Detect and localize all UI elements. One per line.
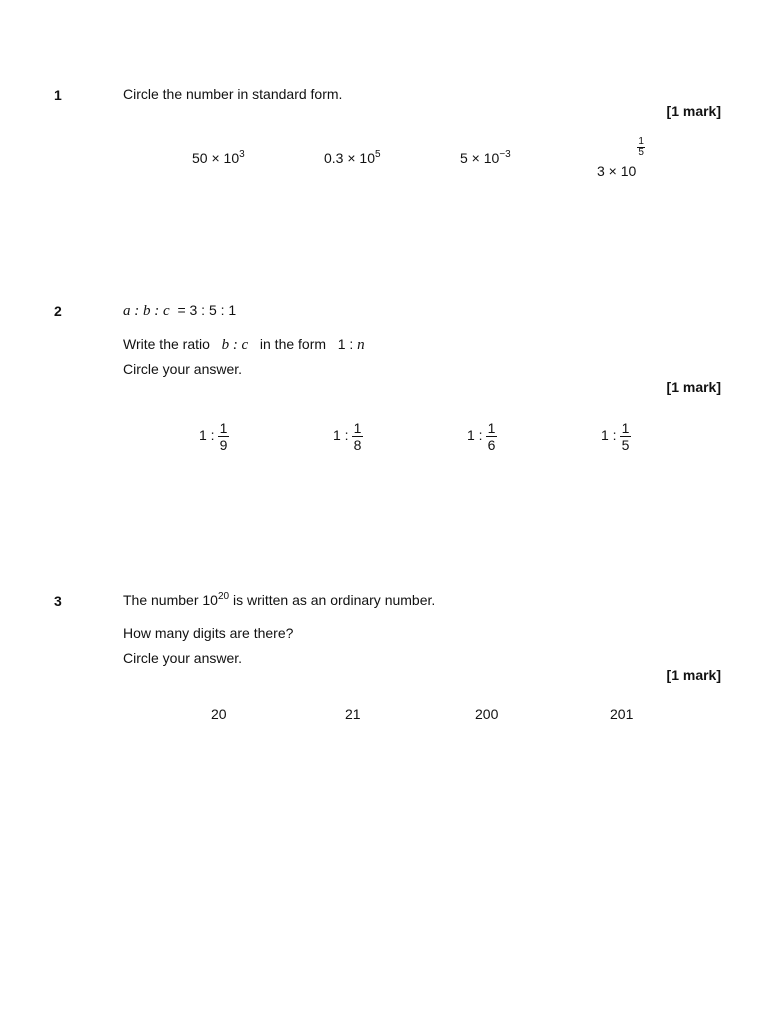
q2-option-1-whole: 1 : bbox=[199, 427, 215, 444]
instruction-form-n: n bbox=[357, 337, 365, 353]
q2-option-2-denominator: 8 bbox=[353, 437, 362, 453]
q1-option-4[interactable] bbox=[597, 137, 645, 179]
q3-option-3[interactable]: 200 bbox=[475, 706, 499, 722]
instruction-write: Write the ratio bbox=[123, 336, 210, 352]
q1-option-4-base: 3 × 10 bbox=[597, 163, 637, 179]
q2-option-4[interactable] bbox=[601, 420, 631, 453]
instruction-form-one: 1 : bbox=[337, 336, 354, 352]
question-1-mark: [1 mark] bbox=[666, 103, 721, 119]
q2-option-4-numerator: 1 bbox=[621, 420, 630, 436]
q1-option-3[interactable] bbox=[460, 150, 511, 166]
ratio-variables: a : b : c bbox=[123, 303, 170, 319]
q2-option-1-numerator: 1 bbox=[219, 420, 228, 436]
q1-option-2[interactable] bbox=[324, 150, 381, 166]
q1-option-4-fraction-exponent bbox=[637, 137, 645, 158]
q1-option-4-exp-denominator: 5 bbox=[638, 147, 644, 158]
q2-option-1[interactable] bbox=[199, 420, 229, 453]
question-2-number: 2 bbox=[54, 303, 62, 319]
q2-option-3-fraction bbox=[486, 420, 498, 453]
q1-option-1-exponent: 3 bbox=[239, 149, 245, 160]
question-3-circle-text: Circle your answer. bbox=[123, 650, 243, 666]
q2-option-3-numerator: 1 bbox=[487, 420, 496, 436]
q1-option-3-exponent: −3 bbox=[499, 149, 511, 160]
question-3-mark: [1 mark] bbox=[666, 667, 721, 683]
q3-option-1[interactable]: 20 bbox=[211, 706, 227, 722]
question-3-text-start: The number 10 bbox=[123, 592, 218, 608]
question-1-number: 1 bbox=[54, 87, 62, 103]
question-1-text: Circle the number in standard form. bbox=[123, 86, 343, 102]
question-2-circle-text: Circle your answer. bbox=[123, 361, 243, 377]
q3-option-4[interactable]: 201 bbox=[610, 706, 634, 722]
question-2-mark: [1 mark] bbox=[666, 379, 721, 395]
question-2-ratio-statement bbox=[123, 302, 236, 320]
instruction-ratio: b : c bbox=[221, 337, 249, 353]
question-2-instruction bbox=[123, 336, 365, 354]
q2-option-2-fraction bbox=[352, 420, 364, 453]
question-3-question: How many digits are there? bbox=[123, 625, 294, 641]
q2-option-1-fraction bbox=[218, 420, 230, 453]
q1-option-1-base: 50 × 10 bbox=[192, 150, 240, 166]
question-3-exponent: 20 bbox=[217, 591, 230, 602]
q3-option-2[interactable]: 21 bbox=[345, 706, 361, 722]
q1-option-4-exp-numerator: 1 bbox=[638, 136, 644, 147]
q2-option-4-fraction bbox=[620, 420, 632, 453]
q2-option-4-denominator: 5 bbox=[621, 437, 630, 453]
ratio-values: = 3 : 5 : 1 bbox=[177, 302, 237, 318]
q1-option-1[interactable] bbox=[192, 150, 245, 166]
question-3-text bbox=[123, 592, 435, 608]
q2-option-1-denominator: 9 bbox=[219, 437, 228, 453]
question-3-text-end: is written as an ordinary number. bbox=[229, 592, 436, 608]
q1-option-2-base: 0.3 × 10 bbox=[324, 150, 375, 166]
q2-option-2[interactable] bbox=[333, 420, 363, 453]
q2-option-2-numerator: 1 bbox=[353, 420, 362, 436]
q2-option-3-whole: 1 : bbox=[467, 427, 483, 444]
q1-option-2-exponent: 5 bbox=[375, 149, 381, 160]
question-3-number: 3 bbox=[54, 593, 62, 609]
instruction-form: in the form bbox=[259, 336, 327, 352]
q2-option-3[interactable] bbox=[467, 420, 497, 453]
q2-option-3-denominator: 6 bbox=[487, 437, 496, 453]
q2-option-4-whole: 1 : bbox=[601, 427, 617, 444]
q2-option-2-whole: 1 : bbox=[333, 427, 349, 444]
q1-option-3-base: 5 × 10 bbox=[460, 150, 500, 166]
